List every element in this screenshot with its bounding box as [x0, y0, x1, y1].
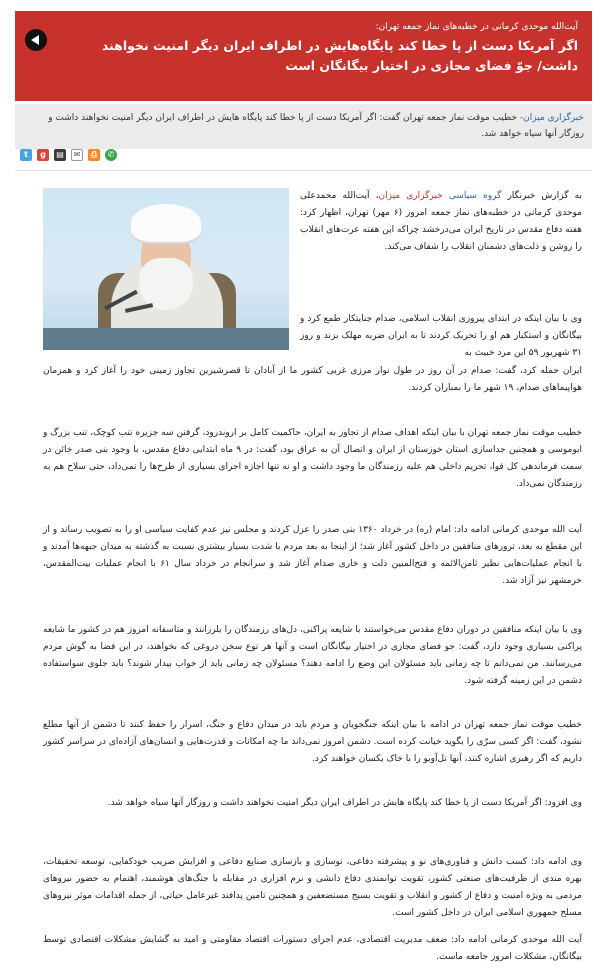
paragraph-intro [300, 188, 582, 256]
bookmark-icon[interactable]: ▤ [54, 149, 66, 161]
photo-podium [43, 328, 289, 350]
summary-source[interactable]: خبرگزاری میزان- [519, 113, 584, 123]
intro-text-1: به گزارش خبرنگار [501, 191, 582, 201]
article-lead: آیت‌الله موحدی کرمانی در خطبه‌های نماز جمعه تهران: [375, 22, 578, 32]
email-icon[interactable]: ✉ [71, 149, 83, 161]
intro-group-link[interactable]: گروه سیاسی [448, 191, 502, 201]
article-header [15, 11, 592, 101]
play-icon[interactable] [25, 29, 47, 51]
paragraph-8: وی ادامه داد: کسب دانش و فناوری‌های نو و پیشرفته دفاعی، نوسازی و بازسازی صنایع دفاعی و افزایش ضریب خودکفایی، توسعه تحقیقات، بهره مندی از ظرفیت‌های صنعتی کشور، تقویت توانمندی دفاع دانشی و نرم افزاری در مقابله با جنگ‌های هوشمند، اهتمام به حضور نیروهای مردمی به ویژه امنیت و دفاع از کشور و انقلاب و تقویت بسیج مستضعفین و همچنین تامین پدافند غیرعامل حیاتی، از جمله اقدامات موثر نیروهای مسلح جمهوری اسلامی ایران در داخل کشور است. [43, 857, 582, 918]
article-photo [43, 188, 289, 350]
twitter-icon[interactable]: t [20, 149, 32, 161]
photo-turban [131, 204, 201, 242]
photo-beard [139, 258, 193, 310]
paragraph-5: وی با بیان اینکه منافقین در دوران دفاع مقدس می‌خواستند با شایعه پراکنی، دل‌های رزمندگان را بلرزانند و متاسفانه امروز هم در کشور ما شایعه پراکنی بسیاری وجود دارد، گفت: جو فضای مجازی در اختیار بیگانگان است و آنها هر نوع سخن دروغی که بخواهند، در این فضا به گوش مردم می‌رسانند. من نمی‌دانم تا چه زمانی باید مسئولان این وضع را ادامه دهند؟ مسئولان چه زمانی باید از خواب بیدار شوند؟ باید جلوی سواستفاده دشمن در این زمینه گرفته شود. [43, 625, 582, 686]
paragraph-3: خطیب موقت نماز جمعه تهران با بیان اینکه اهداف صدام از تجاوز به ایران، حاکمیت کامل بر اروندرود، گرفتن سه جزیره تنب کوچک، تنب بزرگ و ابوموسی و همچنین جداسازی استان خوزستان از ایران و اتصال آن به عراق بود، گفت: در ۹ ماه ابتدایی دفاع مقدس، با وجود بنی صدر خائن در سمت فرماندهی کل قوا، تحریم داخلی هم علیه رزمندگان ما وجود داشت و او نه تنها اجازه اجرای بسیاری از طرح‌ها را نمی‌داد، حتی سلاح هم به رزمندگان نمی‌داد. [43, 428, 582, 489]
paragraph-2-top: وی با بیان اینکه در ابتدای پیروزی انقلاب اسلامی، صدام جنایتکار طمع کرد و بیگانگان و استکبار هم او را تحریک کردند تا به ایران ضربه مهلک بزند و روز ۳۱ شهریور ۵۹ این مرد خبیث به [300, 314, 582, 358]
google-plus-icon[interactable]: g [37, 149, 49, 161]
summary-text: خطیب موقت نماز جمعه تهران گفت: اگر آمریکا دست از پا خطا کند پایگاه هایش در اطراف ایران دیگر امنیت نخواهند داشت و روزگار آنها سیاه خواهد شد. [48, 113, 584, 139]
intro-agency-link[interactable]: خبرگزاری میزان [378, 191, 443, 201]
intro-text-2: ، آیت‌الله محمدعلی موحدی کرمانی در خطبه‌های نماز جمعه امروز (۶ مهر) تهران، اظهار کرد: هفته دفاع مقدس در تاریخ ایران می‌درخشد چراکه این هفته عرت‌های انقلاب را روشن و ذلت‌های دشمنان انقلاب را شفاف می‌کند. [300, 191, 583, 252]
paragraph-2-rest: ایران حمله کرد، گفت: صدام در آن روز در طول نوار مرزی غربی کشور ما از آبادان تا قصرشیرین تجاوز زمینی خود را آغاز کرد و همزمان هواپیماهای صدام، ۱۹ شهر ما را بمباران کردند. [43, 366, 582, 393]
print-icon[interactable]: ⎙ [88, 149, 100, 161]
whatsapp-icon[interactable]: ✆ [105, 149, 117, 161]
paragraph-7: وی افزود: اگر آمریکا دست از پا خطا کند پایگاه هایش در اطراف ایران دیگر امنیت نخواهند داشت و روزگار آنها سیاه خواهد شد. [107, 798, 582, 808]
article-title: اگر آمریکا دست از پا خطا کند پایگاه‌هایش در اطراف ایران دیگر امنیت نخواهند داشت/ جوّ فضای مجازی در اختیار بیگانگان است [101, 38, 578, 73]
article-summary [15, 104, 592, 149]
divider [15, 170, 592, 171]
share-bar [20, 149, 117, 161]
paragraph-4: آیت الله موحدی کرمانی ادامه داد: امام (ره) در خرداد ۱۳۶۰ بنی صدر را عزل کردند و مجلس نیز عدم کفایت سیاسی او را به تصویب رساند و از این مقطع به بعد، ترورهای منافقین در داخل کشور آغاز شد؛ از اینجا به بعد مردم با شدت بسیار بیشتری نسبت به گذشته به میدان جبهه‌ها آمدند و با انجام عملیات‌هایی نظیر ثامن‌الائمه و فتح‌المبین ذلت و خاری صدام آغاز شد و سرانجام در خرداد سال ۶۱ با انجام عملیات بیت‌المقدس، خرمشهر نیز آزاد شد. [43, 525, 582, 586]
paragraph-6: خطیب موقت نماز جمعه تهران در ادامه با بیان اینکه جنگجویان و مردم باید در میدان دفاع و جنگ، اسرار را حفظ کنند تا دشمن از آنها مطلع نشود، گفت: اگر کسی سرّی را بگوید خیانت کرده است. دشمن امروز نمی‌داند ما چه امکانات و قدرت‌هایی و انسان‌های آزاده‌ای در سراسر کشور داریم که اگر رهبری اشاره کنند، آنها تل‌آویو را با خاک یکسان خواهند کرد. [43, 720, 582, 764]
paragraph-9: آیت الله موحدی کرمانی ادامه داد: ضعف مدیریت اقتصادی، عدم اجرای دستورات اقتصاد مقاومتی و امید به گشایش مشکلات اقتصادی توسط بیگانگان، مشکلات امروز جامعه ماست. [43, 935, 582, 962]
